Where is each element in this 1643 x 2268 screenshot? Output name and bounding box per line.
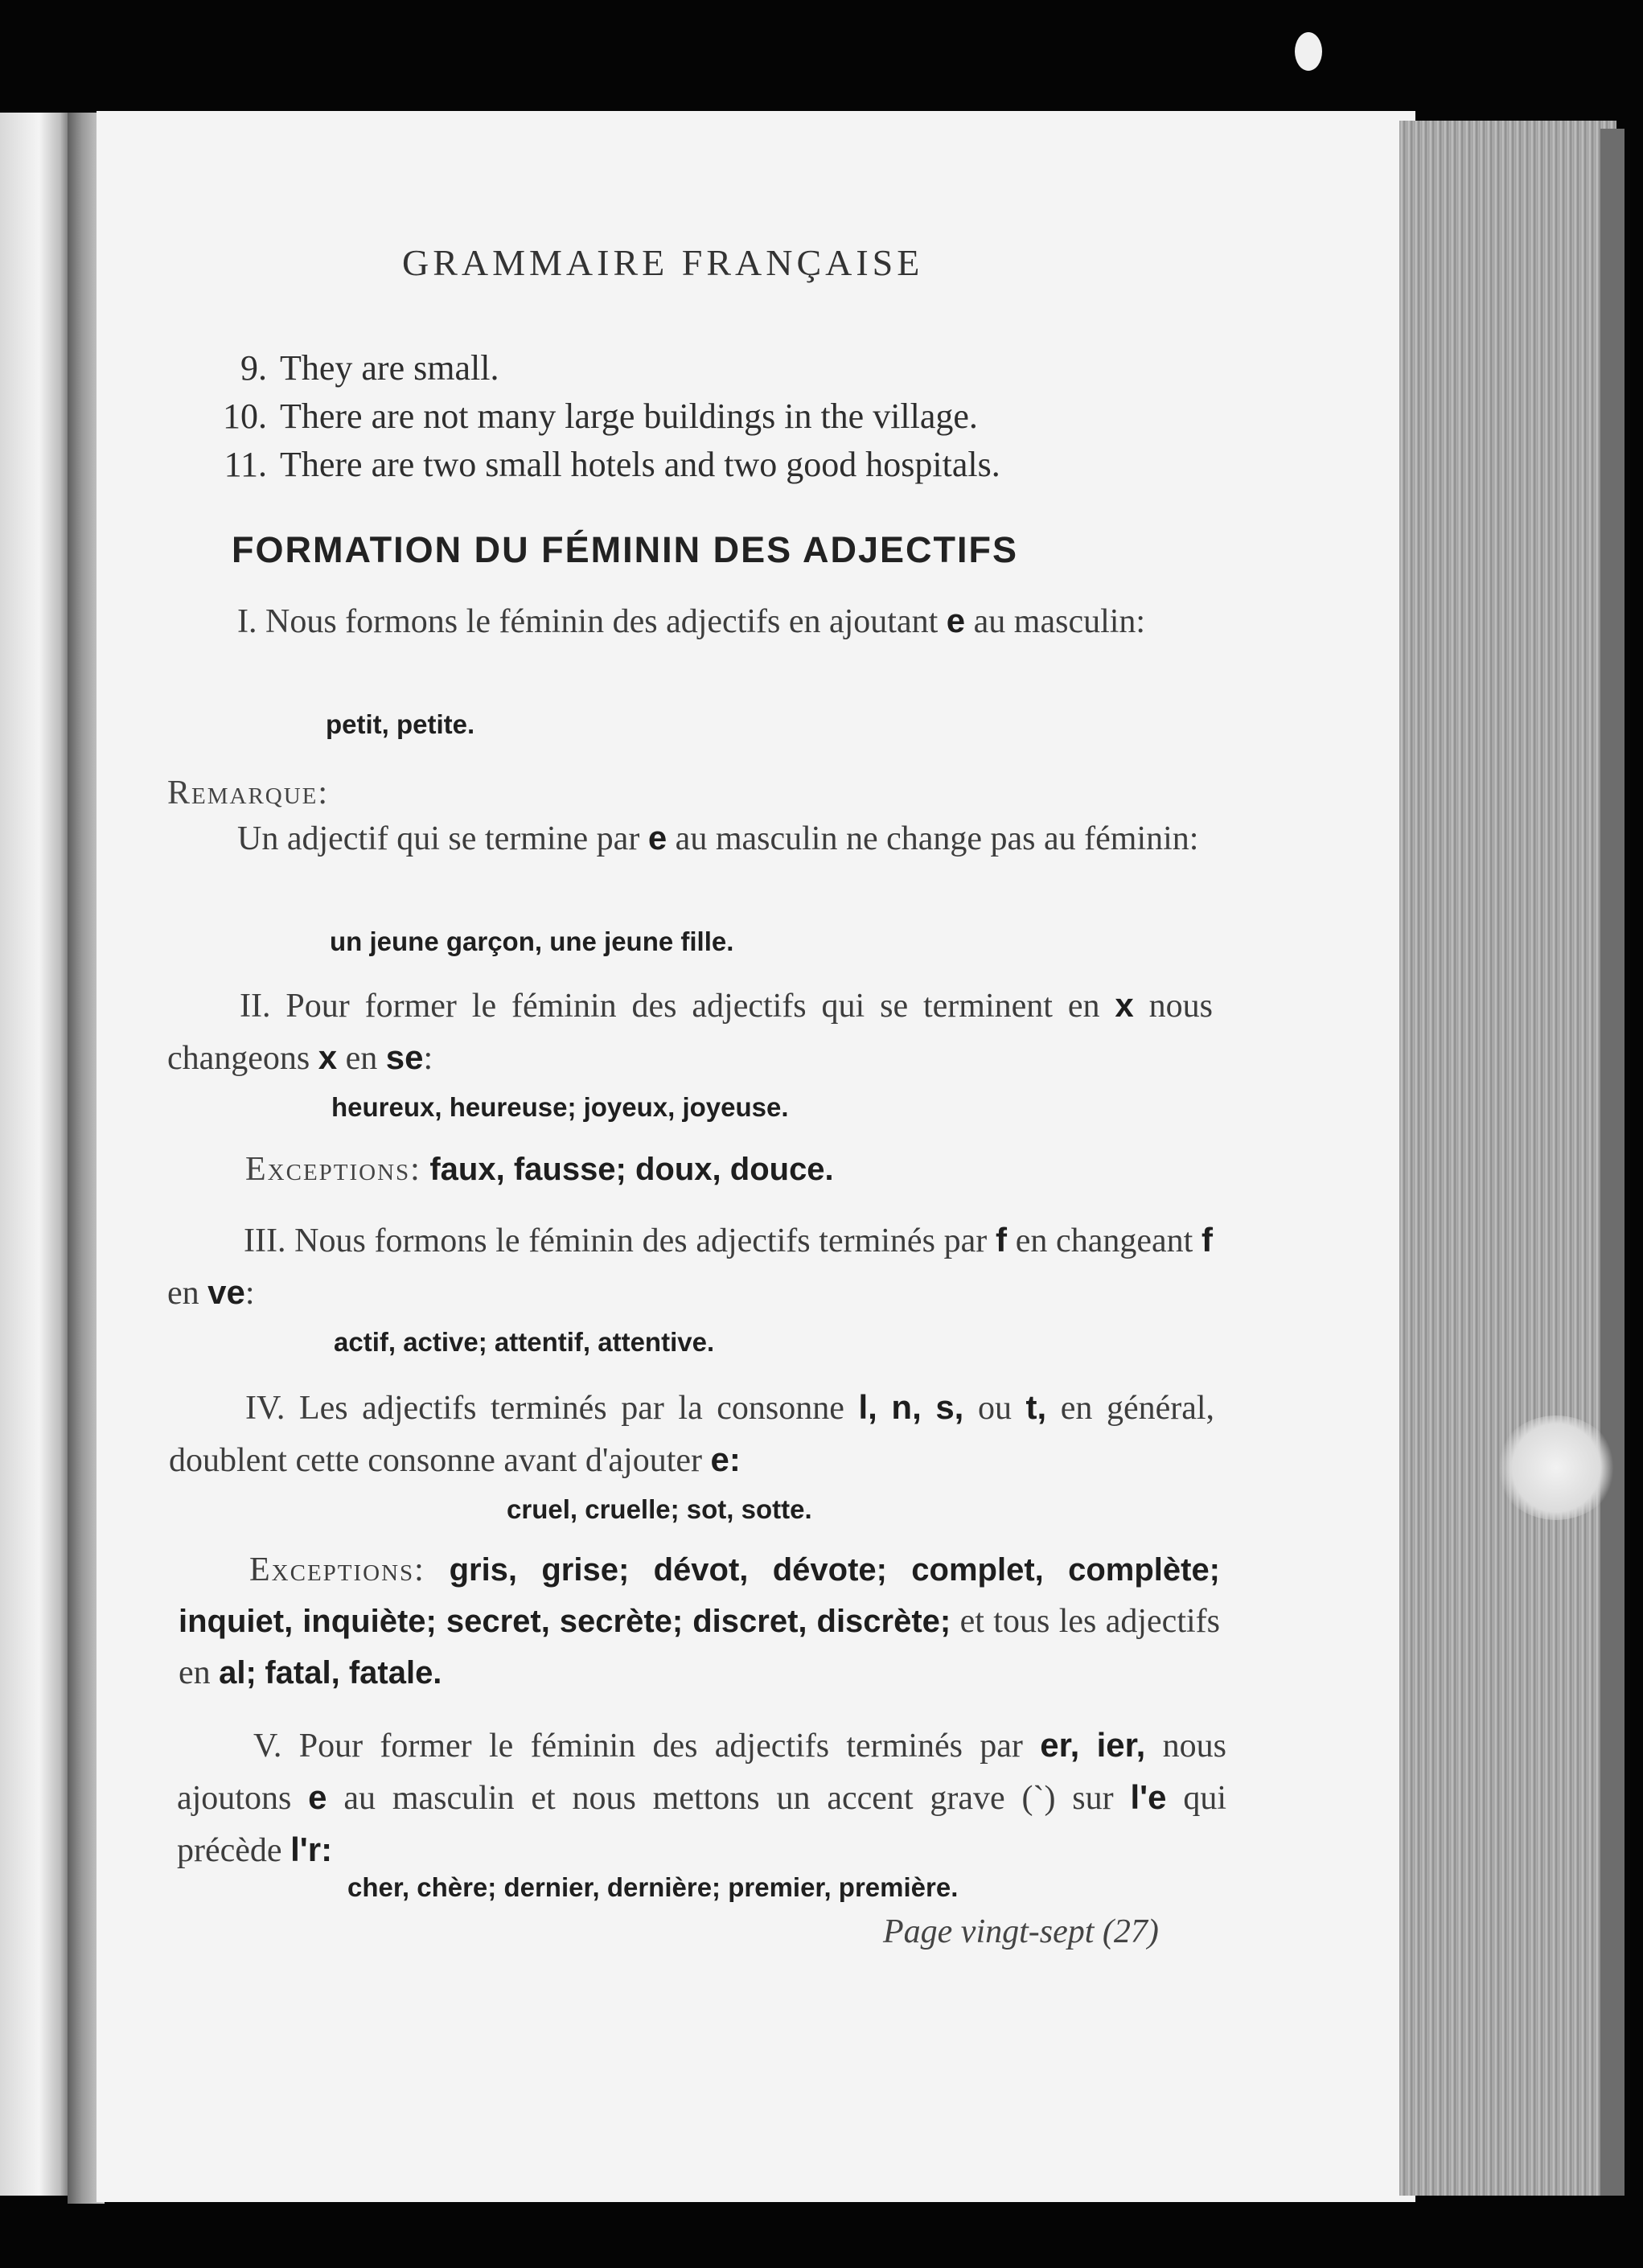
rule-four-exceptions-label: Exceptions: <box>249 1551 425 1588</box>
rule-five-text-precede: qui précède <box>177 1780 1227 1869</box>
page-fore-edge-shadow <box>1600 129 1625 2196</box>
rule-two-text-mid: nous changeons <box>167 988 1214 1077</box>
rule-three-ve: ve <box>207 1273 245 1311</box>
remark-text-end: au masculin ne change pas au féminin: <box>675 820 1199 857</box>
rule-four-exceptions <box>179 1544 1220 1699</box>
rule-two-x: x <box>1115 986 1134 1024</box>
rule-five-text: V. Pour former le féminin des adjectifs terminés par <box>253 1728 1023 1765</box>
rule-four-example: cruel, cruelle; sot, sotte. <box>507 1494 812 1524</box>
rule-four-n: n, <box>891 1388 922 1426</box>
rule-one-paragraph <box>165 595 1202 647</box>
remark-letter: e <box>647 819 667 857</box>
dust-speck <box>1295 32 1322 71</box>
running-header: GRAMMAIRE FRANÇAISE <box>402 242 924 283</box>
exercise-text: There are not many large buildings in the village. <box>280 396 978 436</box>
rule-two-exceptions <box>245 1150 834 1189</box>
exercise-line <box>211 444 1000 485</box>
rule-two-x-second: x <box>318 1038 338 1076</box>
page-number: Page vingt-sept (27) <box>883 1913 1159 1950</box>
rule-one-text-end: au masculin: <box>973 603 1146 640</box>
rule-five-text-accent: au masculin et nous mettons un accent grave (`) sur <box>343 1780 1114 1817</box>
page-fore-edge <box>1399 121 1616 2196</box>
rule-two-example: heureux, heureuse; joyeux, joyeuse. <box>331 1092 789 1122</box>
remark-example: un jeune garçon, une jeune fille. <box>330 927 734 956</box>
rule-four-exceptions-end: fatal, fatale. <box>265 1655 442 1691</box>
rule-three-f: f <box>995 1221 1007 1259</box>
rule-three-example: actif, active; attentif, attentive. <box>334 1327 715 1357</box>
rule-three-text-mid: en changeant <box>1015 1222 1193 1259</box>
rule-three-text: III. Nous formons le féminin des adjectifs terminés par <box>244 1222 988 1259</box>
left-page-edge <box>0 113 71 2196</box>
rule-three-paragraph <box>167 1214 1213 1319</box>
remark-text: Un adjectif qui se termine par <box>237 820 640 857</box>
exercise-text: There are two small hotels and two good hospitals. <box>280 445 1000 484</box>
rule-four-text-mid: en général, doublent cette consonne avant d'ajouter <box>169 1390 1215 1479</box>
rule-four-paragraph <box>169 1382 1214 1486</box>
rule-one-example: petit, petite. <box>326 709 475 739</box>
exercise-number: 11. <box>224 445 267 484</box>
rule-four-s: s, <box>935 1388 964 1426</box>
rule-four-text: IV. Les adjectifs terminés par la consonne <box>245 1390 844 1427</box>
rule-four-al: al; <box>219 1655 257 1691</box>
rule-two-se: se <box>385 1038 424 1076</box>
rule-five-example: cher, chère; dernier, dernière; premier, première. <box>347 1872 959 1902</box>
rule-four-t: t, <box>1025 1388 1047 1426</box>
rule-four-exceptions-list: gris, grise; dévot, dévote; complet, complète; inquiet, inquiète; secret, secrète; discret, discrète; <box>179 1552 1221 1639</box>
rule-five-lr: l'r: <box>290 1830 333 1868</box>
remark-paragraph <box>165 812 1206 865</box>
exercise-line <box>211 396 978 437</box>
remark-label: Remarque: <box>167 774 330 811</box>
exercise-number: 10. <box>223 396 267 436</box>
rule-three-f-second: f <box>1201 1221 1214 1259</box>
rule-five-e: e <box>308 1778 327 1816</box>
rule-three-text-en: en <box>167 1275 199 1312</box>
rule-one-letter: e <box>946 602 966 639</box>
rule-two-text: II. Pour former le féminin des adjectifs qui se terminent en <box>240 988 1100 1025</box>
exercise-number: 9. <box>240 348 267 388</box>
rule-five-paragraph <box>177 1719 1226 1876</box>
rule-four-e: e: <box>710 1440 741 1478</box>
exercise-text: They are small. <box>280 348 499 388</box>
rule-two-exceptions-label: Exceptions: <box>245 1151 421 1188</box>
rule-five-ier: ier, <box>1096 1726 1146 1764</box>
rule-five-er: er, <box>1040 1726 1080 1764</box>
rule-two-paragraph <box>167 980 1213 1084</box>
rule-two-text-en: en <box>345 1040 378 1077</box>
section-title: FORMATION DU FÉMININ DES ADJECTIFS <box>232 529 1018 570</box>
rule-four-exceptions-mid: et tous les adjectifs en <box>179 1603 1220 1691</box>
paper-stain <box>1496 1415 1616 1520</box>
rule-five-le: l'e <box>1130 1778 1167 1816</box>
exercise-line <box>211 347 499 388</box>
rule-two-exceptions-list: faux, fausse; doux, douce. <box>429 1152 834 1187</box>
rule-five-text-mid: nous ajoutons <box>177 1728 1227 1817</box>
rule-one-text: I. Nous formons le féminin des adjectifs en ajoutant <box>237 603 939 640</box>
rule-three-colon: : <box>244 1275 255 1312</box>
rule-two-colon: : <box>423 1040 433 1077</box>
rule-four-ou: ou <box>977 1390 1012 1427</box>
rule-four-l: l, <box>858 1388 877 1426</box>
